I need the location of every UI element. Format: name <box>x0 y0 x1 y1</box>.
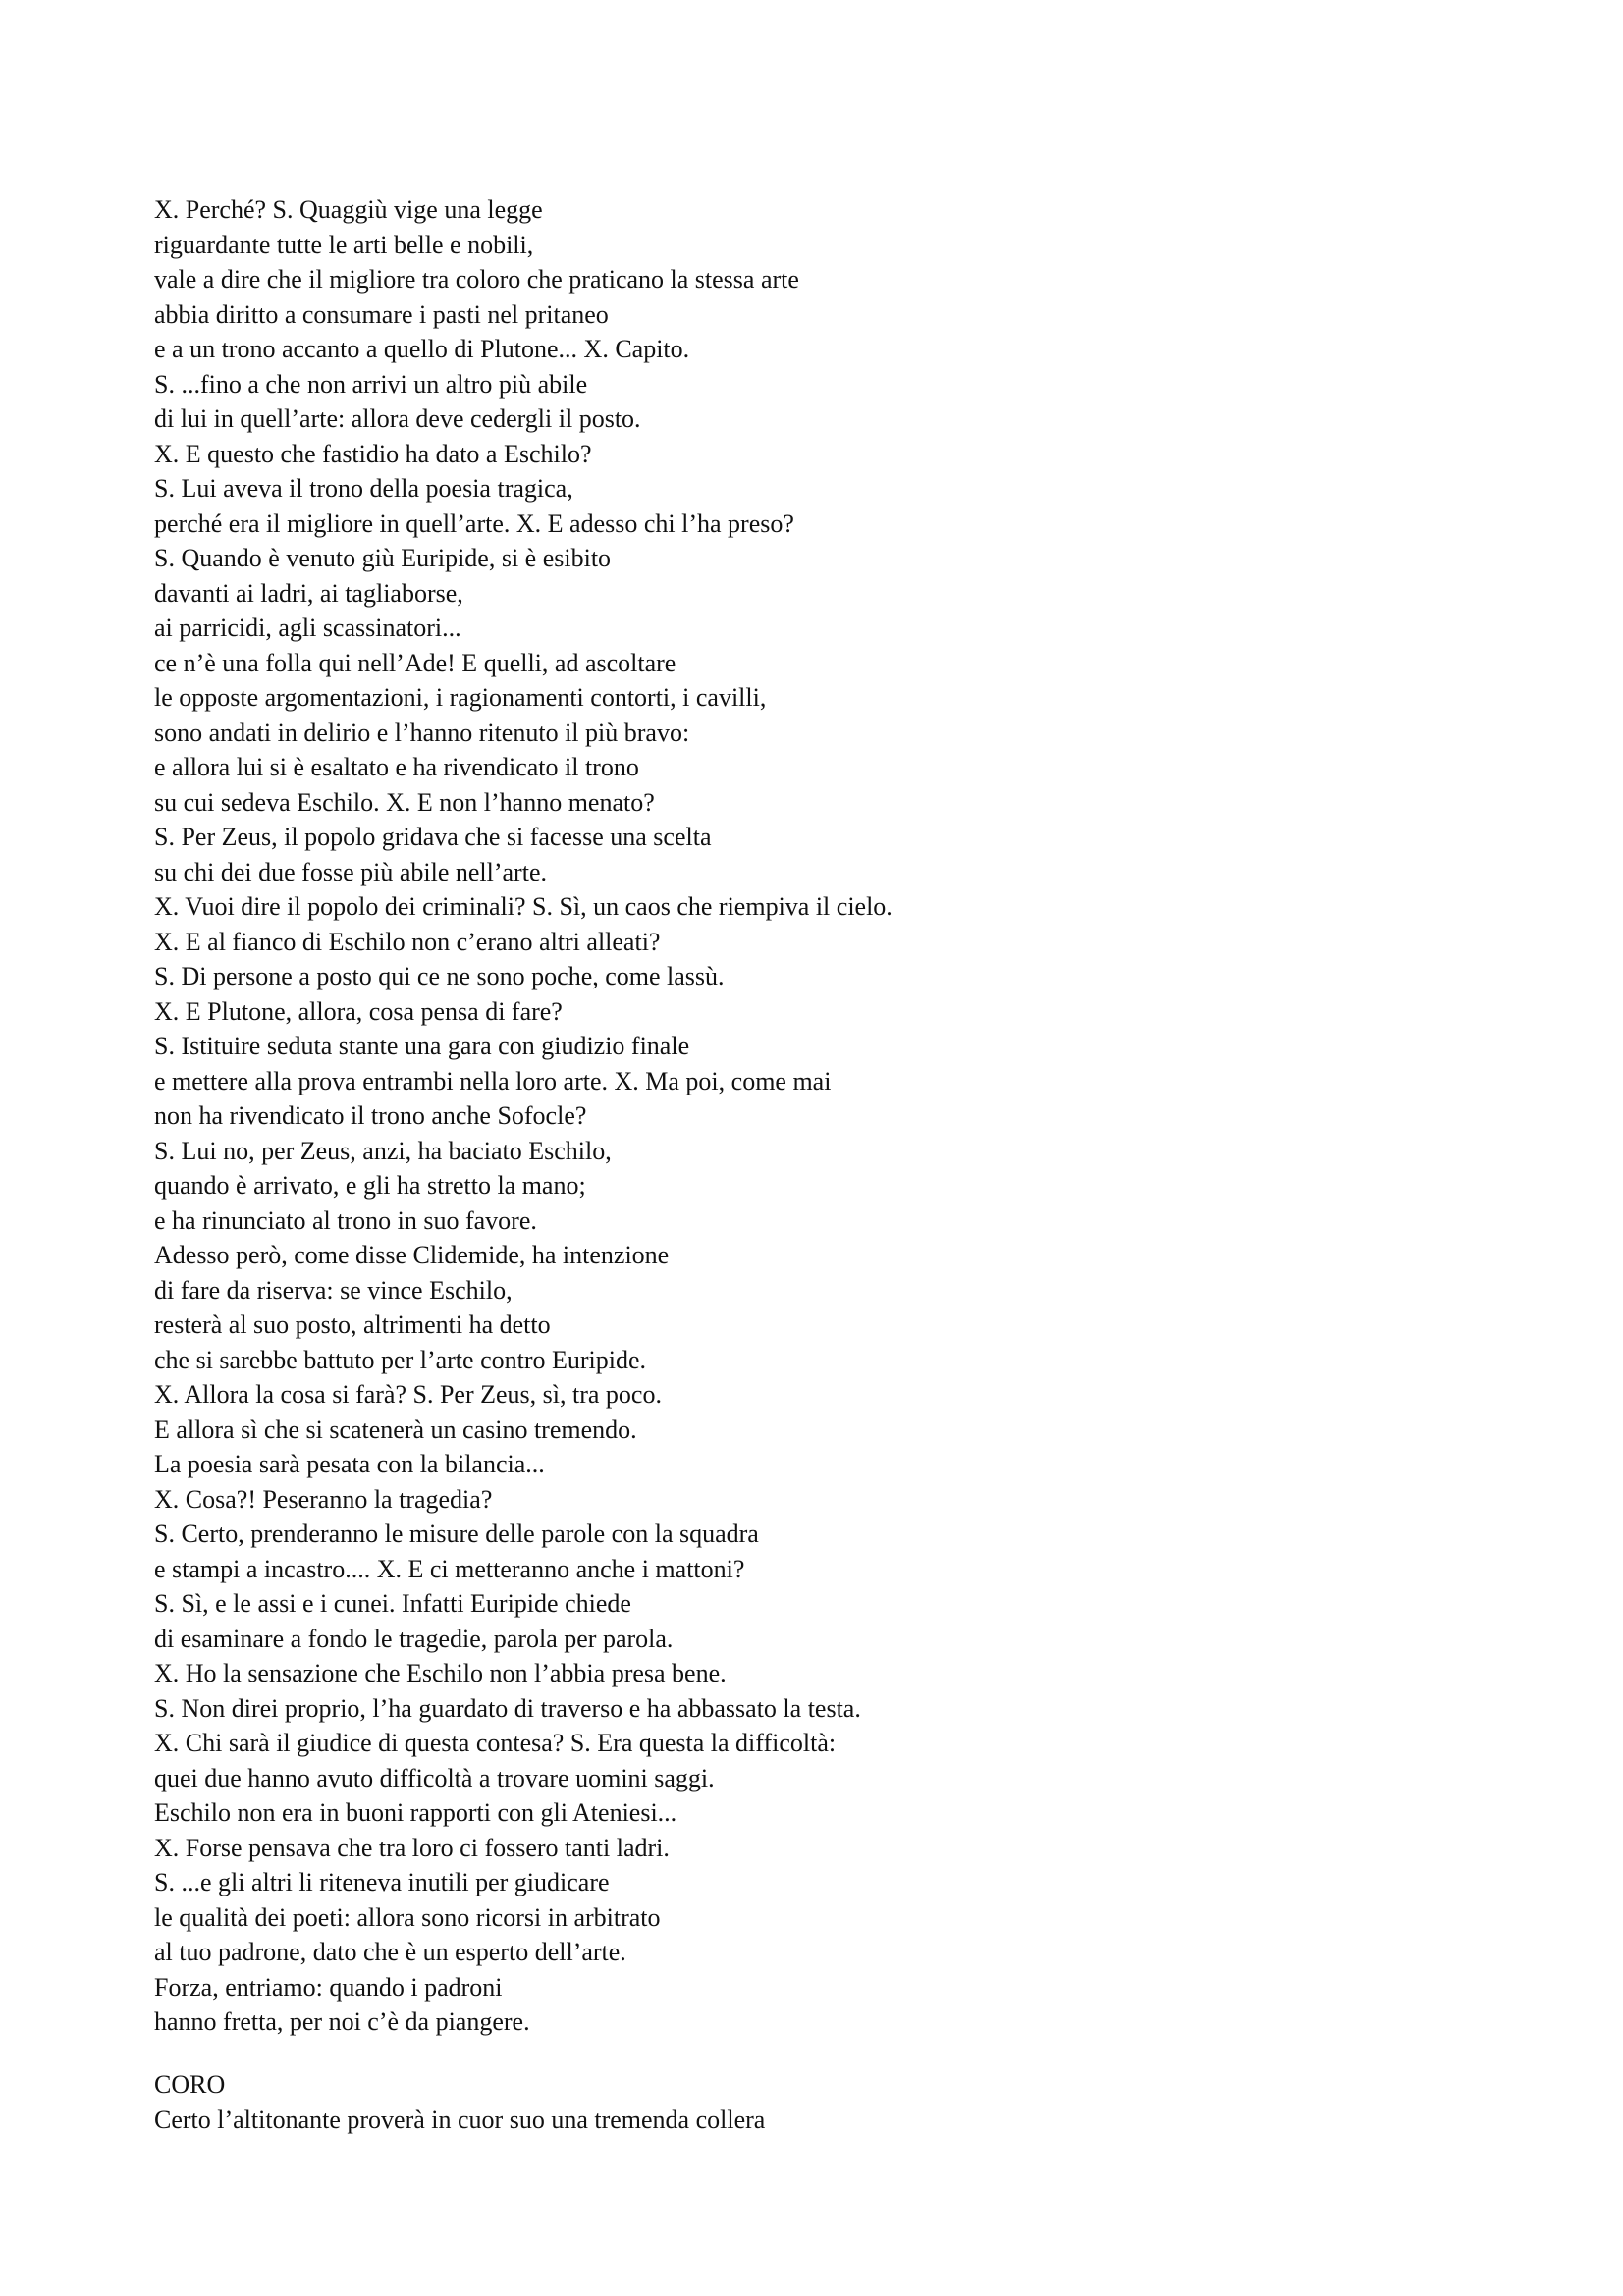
dialogue-line: hanno fretta, per noi c’è da piangere. <box>154 2007 530 2036</box>
dialogue-line: S. Sì, e le assi e i cunei. Infatti Euripide chiede <box>154 1589 631 1618</box>
dialogue-line: su cui sedeva Eschilo. X. E non l’hanno menato? <box>154 787 655 817</box>
coro-line: Certo l’altitonante proverà in cuor suo una tremenda collera <box>154 2105 766 2134</box>
dialogue-line: X. Perché? S. Quaggiù vige una legge <box>154 195 543 224</box>
dialogue-line: S. Di persone a posto qui ce ne sono poche, come lassù. <box>154 962 725 990</box>
dialogue-line: S. Non direi proprio, l’ha guardato di traverso e ha abbassato la testa. <box>154 1693 861 1723</box>
dialogue-line: le opposte argomentazioni, i ragionamenti contorti, i cavilli, <box>154 683 767 712</box>
dialogue-line: ce n’è una folla qui nell’Ade! E quelli, ad ascoltare <box>154 648 676 677</box>
dialogue-line: riguardante tutte le arti belle e nobili, <box>154 230 534 259</box>
dialogue-line: X. E al fianco di Eschilo non c’erano altri alleati? <box>154 927 661 956</box>
dialogue-text <box>154 192 1529 2040</box>
dialogue-line: quando è arrivato, e gli ha stretto la mano; <box>154 1171 586 1200</box>
dialogue-line: S. ...e gli altri li riteneva inutili per giudicare <box>154 1868 610 1896</box>
dialogue-line: di fare da riserva: se vince Eschilo, <box>154 1275 513 1305</box>
dialogue-line: non ha rivendicato il trono anche Sofocle? <box>154 1101 587 1130</box>
dialogue-line: e allora lui si è esaltato e ha rivendicato il trono <box>154 753 639 781</box>
dialogue-line: Forza, entriamo: quando i padroni <box>154 1972 503 2002</box>
dialogue-line: sono andati in delirio e l’hanno ritenuto il più bravo: <box>154 718 690 747</box>
dialogue-line: le qualità dei poeti: allora sono ricorsi in arbitrato <box>154 1902 661 1932</box>
dialogue-line: di lui in quell’arte: allora deve cedergli il posto. <box>154 404 641 433</box>
dialogue-line: E allora sì che si scatenerà un casino tremendo. <box>154 1415 637 1444</box>
dialogue-line: e mettere alla prova entrambi nella loro arte. X. Ma poi, come mai <box>154 1066 832 1095</box>
dialogue-line: davanti ai ladri, ai tagliaborse, <box>154 578 463 608</box>
dialogue-line: abbia diritto a consumare i pasti nel pritaneo <box>154 299 609 329</box>
dialogue-line: X. Vuoi dire il popolo dei criminali? S. Sì, un caos che riempiva il cielo. <box>154 892 893 921</box>
dialogue-line: X. Forse pensava che tra loro ci fossero tanti ladri. <box>154 1833 670 1862</box>
dialogue-line: X. Allora la cosa si farà? S. Per Zeus, sì, tra poco. <box>154 1380 662 1409</box>
dialogue-line: X. E questo che fastidio ha dato a Eschilo? <box>154 439 592 468</box>
dialogue-line: quei due hanno avuto difficoltà a trovare uomini saggi. <box>154 1763 715 1792</box>
dialogue-line: Eschilo non era in buoni rapporti con gli Ateniesi... <box>154 1798 677 1827</box>
dialogue-line: X. E Plutone, allora, cosa pensa di fare? <box>154 996 563 1026</box>
dialogue-line: e a un trono accanto a quello di Plutone... X. Capito. <box>154 335 690 363</box>
coro-lines <box>154 2103 1529 2138</box>
dialogue-line: La poesia sarà pesata con la bilancia... <box>154 1450 545 1478</box>
dialogue-line: e ha rinunciato al trono in suo favore. <box>154 1205 537 1235</box>
dialogue-line: S. Lui no, per Zeus, anzi, ha baciato Eschilo, <box>154 1136 612 1165</box>
dialogue-line: vale a dire che il migliore tra coloro che praticano la stessa arte <box>154 265 799 294</box>
dialogue-line: e stampi a incastro.... X. E ci metteranno anche i mattoni? <box>154 1554 745 1583</box>
dialogue-line: X. Cosa?! Peseranno la tragedia? <box>154 1484 493 1514</box>
dialogue-line: ai parricidi, agli scassinatori... <box>154 614 461 642</box>
dialogue-line: S. Per Zeus, il popolo gridava che si facesse una scelta <box>154 823 712 851</box>
dialogue-line: di esaminare a fondo le tragedie, parola per parola. <box>154 1624 674 1653</box>
dialogue-line: Adesso però, come disse Clidemide, ha intenzione <box>154 1241 670 1269</box>
dialogue-line: S. ...fino a che non arrivi un altro più abile <box>154 369 588 399</box>
dialogue-line: che si sarebbe battuto per l’arte contro Euripide. <box>154 1345 647 1374</box>
dialogue-line: S. Certo, prenderanno le misure delle parole con la squadra <box>154 1520 759 1548</box>
dialogue-line: S. Lui aveva il trono della poesia tragica, <box>154 474 573 503</box>
dialogue-line: su chi dei due fosse più abile nell’arte. <box>154 857 547 886</box>
dialogue-line: S. Istituire seduta stante una gara con giudizio finale <box>154 1032 690 1060</box>
dialogue-line: al tuo padrone, dato che è un esperto dell’arte. <box>154 1938 626 1966</box>
coro-section <box>154 2067 1529 2137</box>
coro-heading: CORO <box>154 2070 226 2099</box>
dialogue-line: X. Chi sarà il giudice di questa contesa? S. Era questa la difficoltà: <box>154 1729 837 1757</box>
dialogue-line: X. Ho la sensazione che Eschilo non l’abbia presa bene. <box>154 1659 727 1687</box>
dialogue-line: perché era il migliore in quell’arte. X. E adesso chi l’ha preso? <box>154 508 794 538</box>
dialogue-line: resterà al suo posto, altrimenti ha detto <box>154 1310 551 1339</box>
dialogue-line: S. Quando è venuto giù Euripide, si è esibito <box>154 544 612 572</box>
